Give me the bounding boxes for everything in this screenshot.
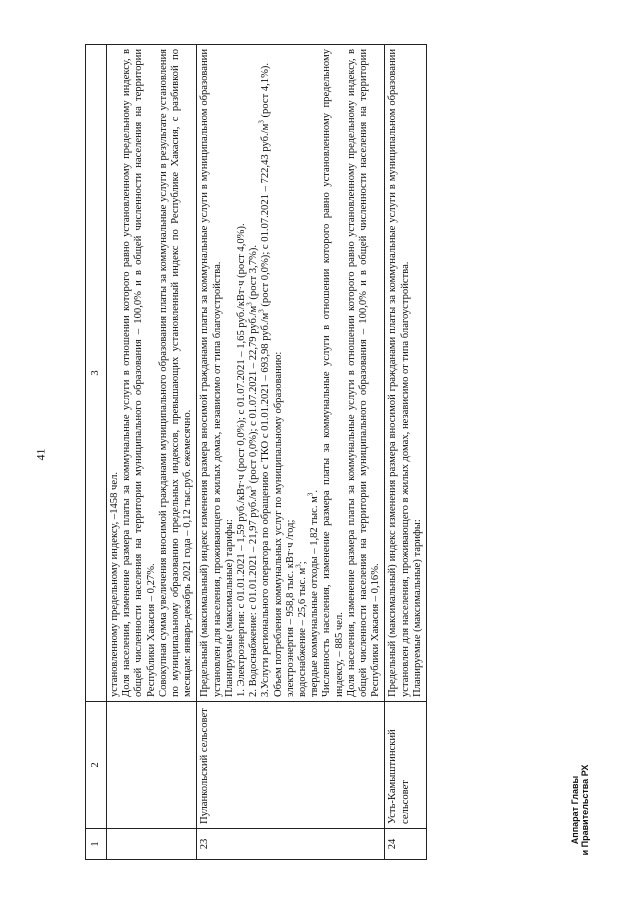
superscript: 3 [306, 492, 315, 497]
rotated-page [85, 44, 575, 860]
intro-text: Предельный (максимальный) индекс изменения размера вносимой гражданами платы за коммунальные услуги в муниципальном образовании установлен для населения, проживающего в жилых домах, независимо от типа благоустройства. [199, 49, 223, 697]
continuation-line-2: Доля населения, изменение размера платы за коммунальные услуги в отношении которого равно установленному предельному индексу, в общей численности населения на территории муниципального образования – 100,0% и в общей численности населения на территории Республики Хакасия – 0,27%. [121, 49, 157, 697]
continuation-line-1: установленному предельному индексу, –1458 чел. [109, 471, 120, 697]
continuation-cell [107, 45, 197, 702]
header-col-2: 2 [86, 702, 107, 829]
intro-text: Предельный (максимальный) индекс изменения размера вносимой гражданами платы за коммунальные услуги в муниципальном образовании установлен для населения, проживающего в жилых домах, независимо от типа благоустройства. [387, 49, 411, 697]
continuation-line-3: Совокупная сумма увеличения вносимой гражданами муниципального образования платы за коммунальные услуги в результате установления по муниципальному образованию предельных индексов, превышающих установленный индекс по Республике Хакасия, с разбивкой по месяцам: январь-декабрь 2021 года – 0,12 тыс.руб. ежемесячно. [157, 49, 194, 697]
row-description [385, 45, 427, 702]
table-row-23 [197, 45, 385, 860]
superscript: 3 [257, 309, 266, 313]
header-col-1: 1 [86, 829, 107, 860]
volume-electricity: электроэнергия – 958,8 тыс. кВт·ч /год; [284, 519, 296, 697]
row-number-empty [107, 829, 197, 860]
stamp-line-2: и Правительства РХ [580, 764, 590, 856]
table-row-continuation [107, 45, 197, 860]
row-number: 24 [385, 829, 427, 860]
tariffs-title: Планируемые (максимальные) тарифы: [411, 519, 423, 697]
tariff-water: 2. Водоснабжение: с 01.01.2021 – 21,97 $руб./м^3$ (рост 0,0%); с 01.07.2021 – 22,79 $руб./м^3$ (рост 3,7%). [245, 245, 260, 697]
office-stamp [570, 750, 590, 870]
index-table [85, 44, 427, 860]
superscript: 3 [257, 120, 266, 124]
superscript: 3 [245, 486, 254, 490]
municipality-name: Пуланкольский сельсовет [197, 702, 385, 829]
page-number: 41 [33, 448, 48, 461]
row-name-empty [107, 702, 197, 829]
tariffs-title: Планируемые (максимальные) тарифы: [223, 519, 235, 697]
volume-water: водоснабжение – 25,6 тыс. $м^3$; [294, 561, 309, 697]
row-number: 23 [197, 829, 385, 860]
population-text: Численность населения, изменение размера платы за коммунальные услуги в отношении которого равно установленному предельному индексу, – 885 чел. [321, 49, 345, 697]
municipality-name: Усть-Камыштинский сельсовет [385, 702, 427, 829]
tariff-electricity: 1. Электроэнергия: с 01.01.2021 – 1,59 руб./кВт·ч (рост 0,0%); с 01.07.2021 – 1,65 руб./кВт·ч (рост 4,0%). [236, 223, 248, 697]
superscript: 3 [294, 564, 303, 568]
table-row-24 [385, 45, 427, 860]
table-header-row [86, 45, 107, 860]
header-col-3: 3 [86, 45, 107, 702]
superscript: 3 [245, 302, 254, 306]
stamp-line-1: Аппарат Главы [570, 775, 580, 845]
volume-title: Объем потребления коммунальных услуг по муниципальному образованию: [272, 351, 284, 697]
volume-waste: твердые коммунальные отходы – 1,82 тыс. $м^3$. [306, 490, 321, 697]
share-text: Доля населения, изменение размера платы за коммунальные услуги в отношении которого равно установленному предельному индексу, в общей численности населения на территории муниципального образования – 100,0% и в общей численности населения на территории Республики Хакасия – 0,16%. [345, 49, 382, 697]
tariff-waste: 3.Услуги регионального оператора по обращению с ТКО с 01.01.2021 – 693,98 $руб./м^3$ (рост 0,0%); с 01.07.2021 – 722,43 $руб./м^3$ (рост 4,1%). [257, 62, 272, 697]
row-description [197, 45, 385, 702]
